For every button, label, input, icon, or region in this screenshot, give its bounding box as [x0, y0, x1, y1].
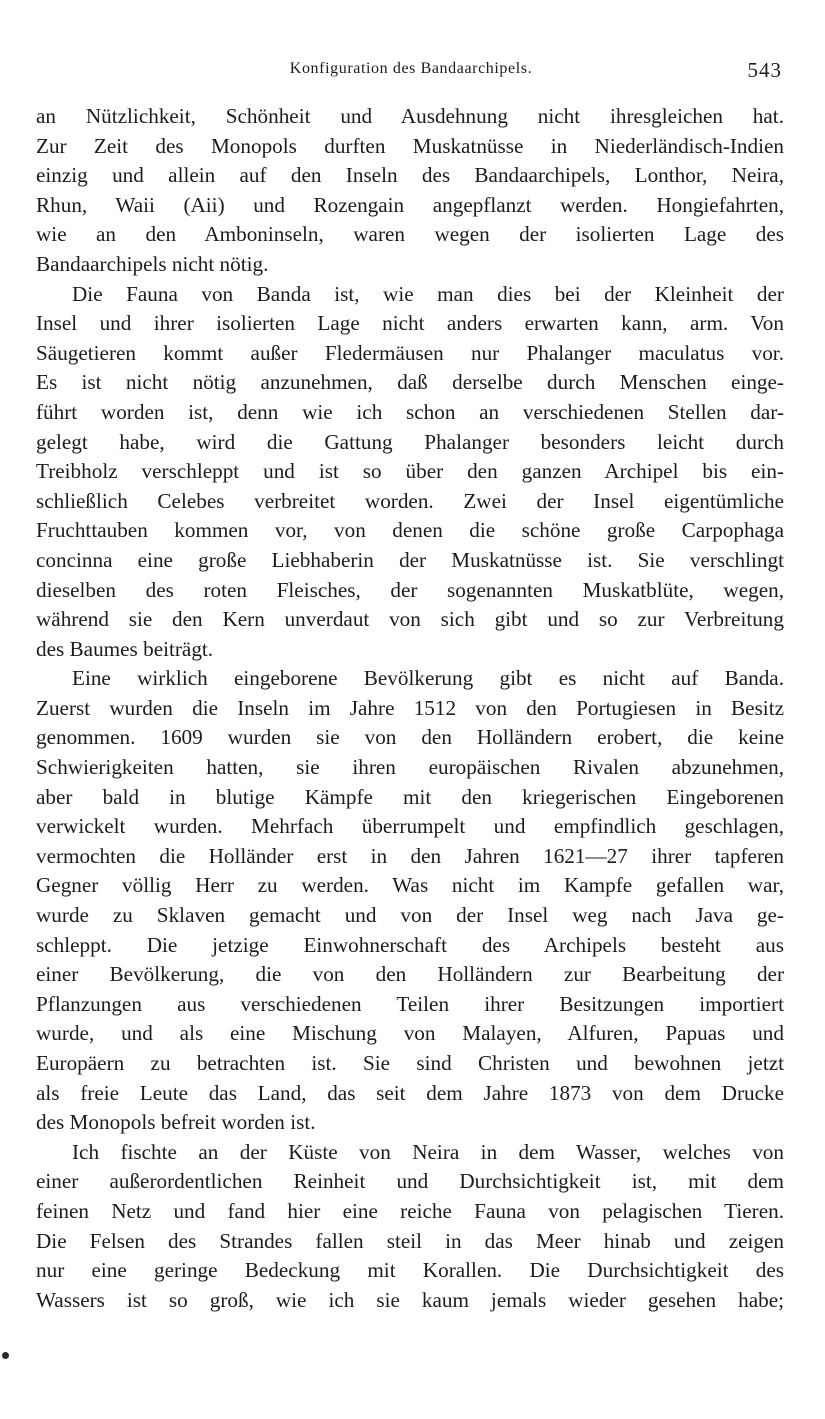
text-line: schließlich Celebes verbreitet worden. Zwei der Insel eigentümliche	[36, 488, 784, 513]
text-line: concinna eine große Liebhaberin der Muskatnüsse ist. Sie verschlingt	[36, 547, 784, 572]
text-line: Schwierigkeiten hatten, sie ihren europäischen Rivalen abzunehmen,	[36, 755, 784, 780]
text-line: einzig und allein auf den Inseln des Bandaarchipels, Lonthor, Neira,	[36, 163, 784, 188]
page-header	[36, 56, 786, 86]
text-line: einer Bevölkerung, die von den Holländern zur Bearbeitung der	[36, 962, 784, 987]
text-line: an Nützlichkeit, Schönheit und Ausdehnung nicht ihresgleichen hat.	[36, 104, 784, 128]
text-line: Pflanzungen aus verschiedenen Teilen ihrer Besitzungen importiert	[36, 991, 784, 1016]
body-text	[36, 102, 784, 1315]
text-line: dieselben des roten Fleisches, der sogenannten Muskatblüte, wegen,	[36, 577, 784, 602]
text-line: des Baumes beiträgt.	[36, 636, 214, 661]
running-title: Konfiguration des Bandaarchipels.	[289, 60, 533, 77]
text-line: Europäern zu betrachten ist. Sie sind Christen und bewohnen jetzt	[36, 1051, 784, 1075]
text-line: Gegner völlig Herr zu werden. Was nicht im Kampfe gefallen war,	[36, 873, 784, 898]
text-line: vermochten die Holländer erst in den Jahren 1621—27 ihrer tapferen	[36, 843, 784, 868]
text-line: führt worden ist, denn wie ich schon an verschiedenen Stellen dar-	[36, 399, 784, 424]
page-number: 543	[747, 58, 782, 82]
scan-speck	[2, 1352, 9, 1359]
text-line: Treibholz verschleppt und ist so über den ganzen Archipel bis ein-	[36, 459, 784, 484]
text-line: Bandaarchipels nicht nötig.	[36, 251, 269, 276]
text-line: Säugetieren kommt außer Fledermäusen nur Phalanger maculatus vor.	[36, 340, 784, 365]
paragraph-first-line: Ich fischte an der Küste von Neira in dem Wasser, welches von	[72, 1139, 784, 1164]
text-line: verwickelt wurden. Mehrfach überrumpelt und empfindlich geschlagen,	[36, 814, 784, 839]
text-line: während sie den Kern unverdaut von sich gibt und so zur Verbreitung	[36, 607, 784, 632]
text-line: aber bald in blutige Kämpfe mit den kriegerischen Eingeborenen	[36, 784, 784, 809]
text-line: Zur Zeit des Monopols durften Muskatnüsse in Niederländisch-Indien	[36, 133, 784, 158]
text-line: schleppt. Die jetzige Einwohnerschaft des Archipels besteht aus	[36, 932, 784, 957]
text-line: Es ist nicht nötig anzunehmen, daß derselbe durch Menschen einge-	[36, 370, 784, 395]
text-line: Insel und ihrer isolierten Lage nicht anders erwarten kann, arm. Von	[36, 311, 784, 336]
text-line: Die Felsen des Strandes fallen steil in das Meer hinab und zeigen	[36, 1228, 784, 1253]
text-line: wie an den Amboninseln, waren wegen der isolierten Lage des	[36, 222, 784, 247]
text-line: feinen Netz und fand hier eine reiche Fauna von pelagischen Tieren.	[36, 1198, 784, 1223]
text-line: Zuerst wurden die Inseln im Jahre 1512 von den Portugiesen in Besitz	[36, 695, 784, 720]
text-line: des Monopols befreit worden ist.	[36, 1110, 316, 1135]
text-line: als freie Leute das Land, das seit dem Jahre 1873 von dem Drucke	[36, 1080, 784, 1105]
text-line: Wassers ist so groß, wie ich sie kaum jemals wieder gesehen habe;	[36, 1287, 784, 1312]
text-line: Fruchttauben kommen vor, von denen die schöne große Carpophaga	[36, 518, 784, 543]
paragraph-first-line: Die Fauna von Banda ist, wie man dies bei der Kleinheit der	[72, 281, 784, 306]
text-line: Rhun, Waii (Aii) und Rozengain angepflanzt werden. Hongiefahrten,	[36, 192, 784, 217]
text-line: gelegt habe, wird die Gattung Phalanger besonders leicht durch	[36, 429, 784, 454]
text-line: wurde zu Sklaven gemacht und von der Insel weg nach Java ge-	[36, 903, 784, 928]
text-line: genommen. 1609 wurden sie von den Holländern erobert, die keine	[36, 725, 784, 750]
paragraph-first-line: Eine wirklich eingeborene Bevölkerung gibt es nicht auf Banda.	[72, 666, 784, 691]
text-line: wurde, und als eine Mischung von Malayen, Alfuren, Papuas und	[36, 1021, 784, 1046]
text-line: einer außerordentlichen Reinheit und Durchsichtigkeit ist, mit dem	[36, 1169, 784, 1194]
text-line: nur eine geringe Bedeckung mit Korallen. Die Durchsichtigkeit des	[36, 1258, 784, 1283]
